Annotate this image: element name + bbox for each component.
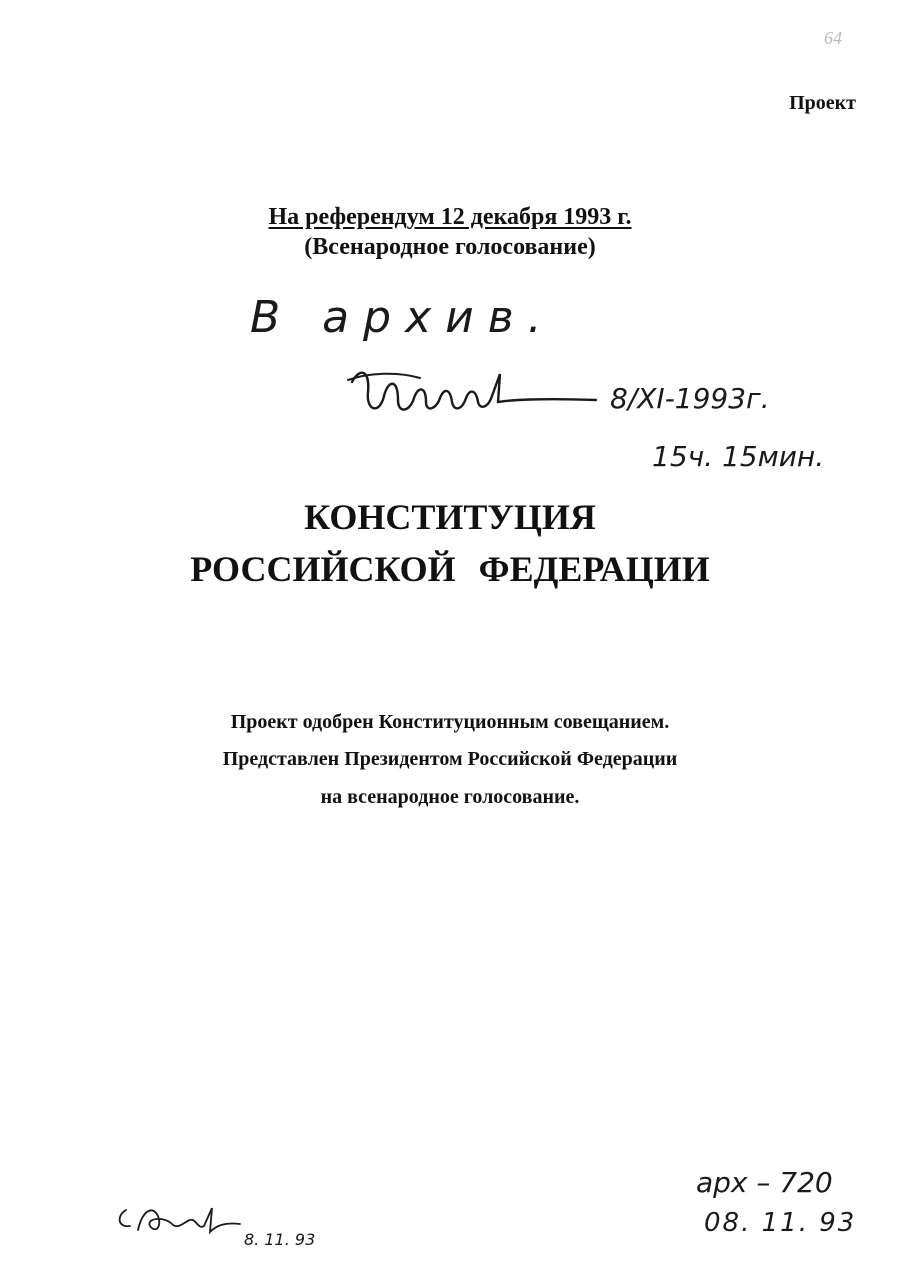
referendum-heading [0, 204, 900, 231]
bottom-signature-date: 8. 11. 93 [244, 1230, 316, 1249]
handwritten-signature [340, 352, 600, 432]
approval-note-line3: на всенародное голосование. [320, 786, 580, 808]
approval-note-line2: Представлен Президентом Российской Федерации [222, 748, 678, 770]
approval-note-line1: Проект одобрен Конституционным совещанием. [230, 711, 670, 733]
bottom-signature [112, 1196, 252, 1246]
handwritten-archive-code: арх – 720 [696, 1166, 833, 1199]
handwritten-time-note: 15ч. 15мин. [652, 440, 825, 473]
draft-label: Проект [789, 92, 856, 114]
handwritten-archive-date: 08. 11. 93 [704, 1208, 857, 1238]
page-number-mark: 64 [824, 28, 842, 48]
handwritten-date-note: 8/XI-1993г. [610, 382, 770, 415]
document-title-line2: РОССИЙСКОЙ ФЕДЕРАЦИИ [190, 549, 710, 589]
document-title-line1: КОНСТИТУЦИЯ [304, 497, 596, 537]
referendum-heading-text: На референдум 12 декабря 1993 г. [268, 204, 632, 230]
handwritten-archive-note: В архив. [250, 292, 556, 343]
vote-subheading: (Всенародное голосование) [304, 234, 596, 260]
